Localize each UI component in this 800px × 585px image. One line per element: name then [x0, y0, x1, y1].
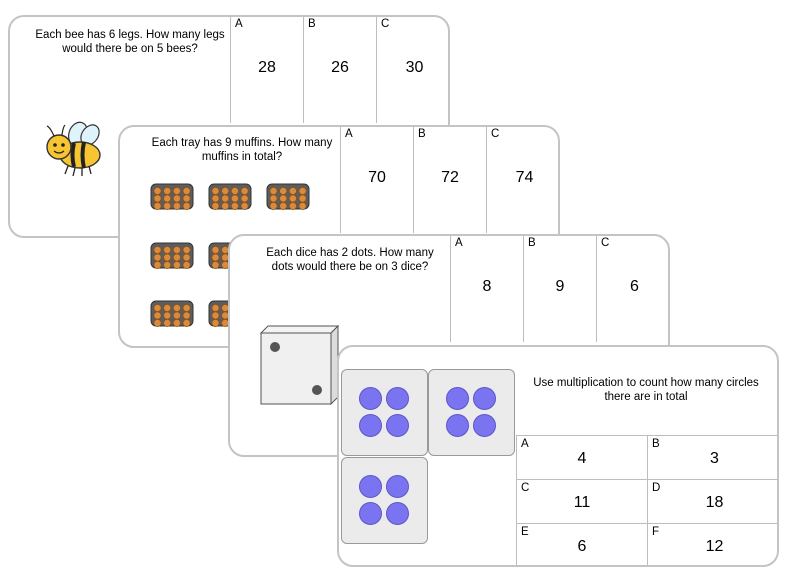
circle-icon — [386, 502, 409, 525]
answer-option-b[interactable] — [413, 127, 486, 233]
option-value: 28 — [258, 59, 276, 76]
option-letter: C — [491, 128, 500, 140]
option-letter: B — [652, 438, 660, 450]
question-text: Use multiplication to count how many circles there are in total — [533, 377, 759, 403]
circle-tile — [341, 457, 428, 544]
option-letter: C — [381, 18, 390, 30]
answer-option-a[interactable] — [516, 435, 647, 479]
circle-tile — [341, 369, 428, 456]
option-letter: C — [521, 482, 530, 494]
option-value: 30 — [405, 59, 424, 76]
question-text: Each tray has 9 muffins. How many muffins in total? — [151, 137, 333, 163]
option-letter: C — [601, 237, 610, 249]
option-letter: B — [418, 128, 426, 140]
question-text: Each dice has 2 dots. How many dots would there be on 3 dice? — [266, 247, 434, 273]
option-letter: A — [235, 18, 243, 30]
circle-icon — [359, 502, 382, 525]
muffin-tray-icon — [150, 240, 194, 270]
circle-icon — [386, 475, 409, 498]
option-value: 6 — [630, 278, 639, 295]
option-letter: E — [521, 526, 529, 538]
circle-icon — [473, 414, 496, 437]
circle-icon — [359, 387, 382, 410]
option-value: 74 — [515, 169, 534, 186]
circle-icon — [359, 475, 382, 498]
circle-icon — [386, 414, 409, 437]
answer-option-c[interactable] — [486, 127, 560, 233]
muffin-tray-icon — [150, 181, 194, 211]
answer-option-c[interactable] — [376, 17, 450, 123]
circle-icon — [386, 387, 409, 410]
option-letter: B — [528, 237, 536, 249]
answer-option-b[interactable] — [647, 435, 779, 479]
option-value: 18 — [705, 494, 724, 511]
option-value: 4 — [577, 450, 587, 467]
option-letter: A — [521, 438, 529, 450]
dice-icon — [260, 325, 340, 405]
circle-icon — [359, 414, 382, 437]
option-value: 11 — [573, 494, 591, 511]
muffin-tray-icon — [150, 298, 194, 328]
option-value: 26 — [331, 59, 349, 76]
answer-option-a[interactable] — [230, 17, 303, 123]
answer-option-e[interactable] — [516, 523, 647, 567]
answer-option-f[interactable] — [647, 523, 779, 567]
option-value: 70 — [368, 169, 386, 186]
option-letter: D — [652, 482, 661, 494]
option-value: 9 — [555, 278, 565, 295]
question-text: Each bee has 6 legs. How many legs would there be on 5 bees? — [35, 29, 225, 55]
muffin-tray-icon — [208, 181, 252, 211]
option-value: 72 — [441, 169, 459, 186]
answer-option-a[interactable] — [450, 236, 523, 342]
option-value: 3 — [710, 450, 719, 467]
circle-tile — [428, 369, 515, 456]
option-letter: A — [455, 237, 463, 249]
option-letter: A — [345, 128, 353, 140]
option-value: 6 — [577, 538, 587, 555]
circle-icon — [446, 387, 469, 410]
answer-option-a[interactable] — [340, 127, 413, 233]
answer-option-b[interactable] — [303, 17, 376, 123]
answer-option-c[interactable] — [596, 236, 670, 342]
answer-option-d[interactable] — [647, 479, 779, 523]
option-value: 12 — [705, 538, 724, 555]
answer-option-b[interactable] — [523, 236, 596, 342]
question-card-circles — [337, 345, 779, 567]
answer-option-c[interactable] — [516, 479, 647, 523]
circle-icon — [473, 387, 496, 410]
muffin-tray-icon — [266, 181, 310, 211]
option-value: 8 — [482, 278, 492, 295]
option-letter: F — [652, 526, 660, 538]
bee-icon — [44, 121, 106, 177]
circle-icon — [446, 414, 469, 437]
option-letter: B — [308, 18, 316, 30]
